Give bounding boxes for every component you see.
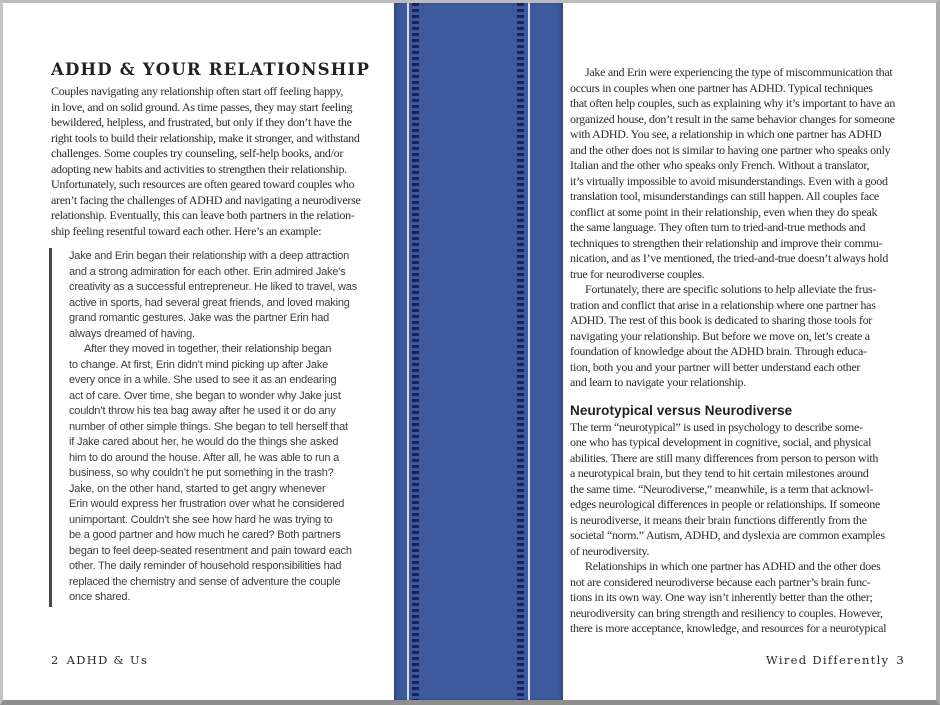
intro-paragraph: Couples navigating any relationship often start off feeling happy, in love, and on solid ground. As time passes, they may start feeling bewildered, helpless, and frustrated, but only if they don’t have the right tools to build their relationship, make it stronger, and withstand challenges. Some couples try counseling, self-help books, and/or adopting new habits and activities to strengthen their relationship. Unfortunately, such resources are often geared toward couples who aren’t facing the challenges of ADHD and navigating a neurodiverse relationship. Eventually, this can leave both partners in the relation- ship feeling resentful toward each other. Here’s an example: [51,84,361,238]
spine-thread-line-right [528,3,530,700]
body-paragraph-3: The term “neurotypical” is used in psychology to describe some- one who has typical development in cognitive, social, and physical abilities. There are still many differences from person to person with a neurotypical brain, but they tend to hit certain milestones around the same time. “Neurodiverse,” meanwhile, is a term that acknowl- edges neurological differences in people or relationships. If someone is neurodiverse, it means their brain functions differently from the societal “norm.” Autism, ADHD, and dyslexia are common examples of neurodiversity. [570,419,885,558]
body-paragraph-4: Relationships in which one partner has ADHD and the other does not are considered neurodiverse because each partner’s brain func- tions in its own way. One way isn’t inherently better than the other; neurodiversity can bring strength and resiliency to couples. However, there is more acceptance, knowledge, and resources for a neurotypical [570,559,887,635]
book-title: ADHD & Us [66,653,149,667]
chapter-title: ADHD & YOUR RELATIONSHIP [51,60,371,79]
right-page-number: 3 [896,653,905,667]
right-page [563,3,936,700]
left-page-number: 2 [51,653,60,667]
example-quote-block [49,248,394,607]
body-paragraph-2: Fortunately, there are specific solutions to help alleviate the frus- tration and conflict that arise in a relationship where one partner has ADHD. The rest of this book is dedicated to sharing those tools for navigating your relationship. But before we move on, let’s create a foundation of knowledge about the ADHD brain. Through educa- tion, both you and your partner will better understand each other and learn to navigate your relationship. [570,282,877,389]
section-heading: Neurotypical versus Neurodiverse [570,402,793,418]
running-chapter-title: Wired Differently [765,653,890,667]
left-page [3,3,394,700]
left-footer [51,653,148,667]
right-footer [766,653,905,667]
book-spine [394,3,563,700]
spine-stitch-seam-left [412,3,419,700]
quote-paragraph-1: Jake and Erin began their relationship with a deep attraction and a strong admiration for each other. Erin admired Jake’s creativity as a successful entrepreneur. He liked to travel, was active in sports, had several great friends, and loved making grand romantic gestures. Jake was the partner Erin had always dreamed of having. [69,250,358,340]
spine-thread-line-left [407,3,409,700]
spine-stitch-seam-right [517,3,524,700]
body-paragraph-1: Jake and Erin were experiencing the type of miscommunication that occurs in couples when one partner has ADHD. Typical techniques that often help couples, such as explaining why it’s important to have an organized house, don’t result in the same behavior changes for someone with ADHD. You see, a relationship in which one partner has ADHD and the other does not is similar to having one partner who speaks only Italian and the other who speaks only French. Without a translator, it’s virtually impossible to avoid misunderstandings. Even with a good translation tool, misunderstandings can still happen. All couples face conflict at some point in their relationship, even when they do speak the same language. They often turn to tried-and-true methods and techniques to strengthen their relationship and improve their commu- nication, and as I’ve mentioned, the tried-and-true doesn’t always hold true for neurodiverse couples. [570,65,896,281]
quote-paragraph-2: After they moved in together, their relationship began to change. At first, Erin didn’t mind picking up after Jake every once in a while. She used to see it as an endearing act of care. Over time, she began to wonder why Jake just couldn’t throw his tea bag away after he used it or do any number of other simple things. She began to tell herself that if Jake cared about her, he would do the things she asked him to do around the house. After all, he was able to run a business, so why couldn’t he put something in the trash? Jake, on the other hand, started to get angry whenever Erin would express her frustration over what he considered unimportant. Couldn’t she see how hard he was trying to be a good partner and how much he cared? Both partners began to feel deep-seated resentment and pain toward each other. The daily reminder of household responsibilities had replaced the chemistry and sense of adventure the couple once shared. [69,343,352,603]
